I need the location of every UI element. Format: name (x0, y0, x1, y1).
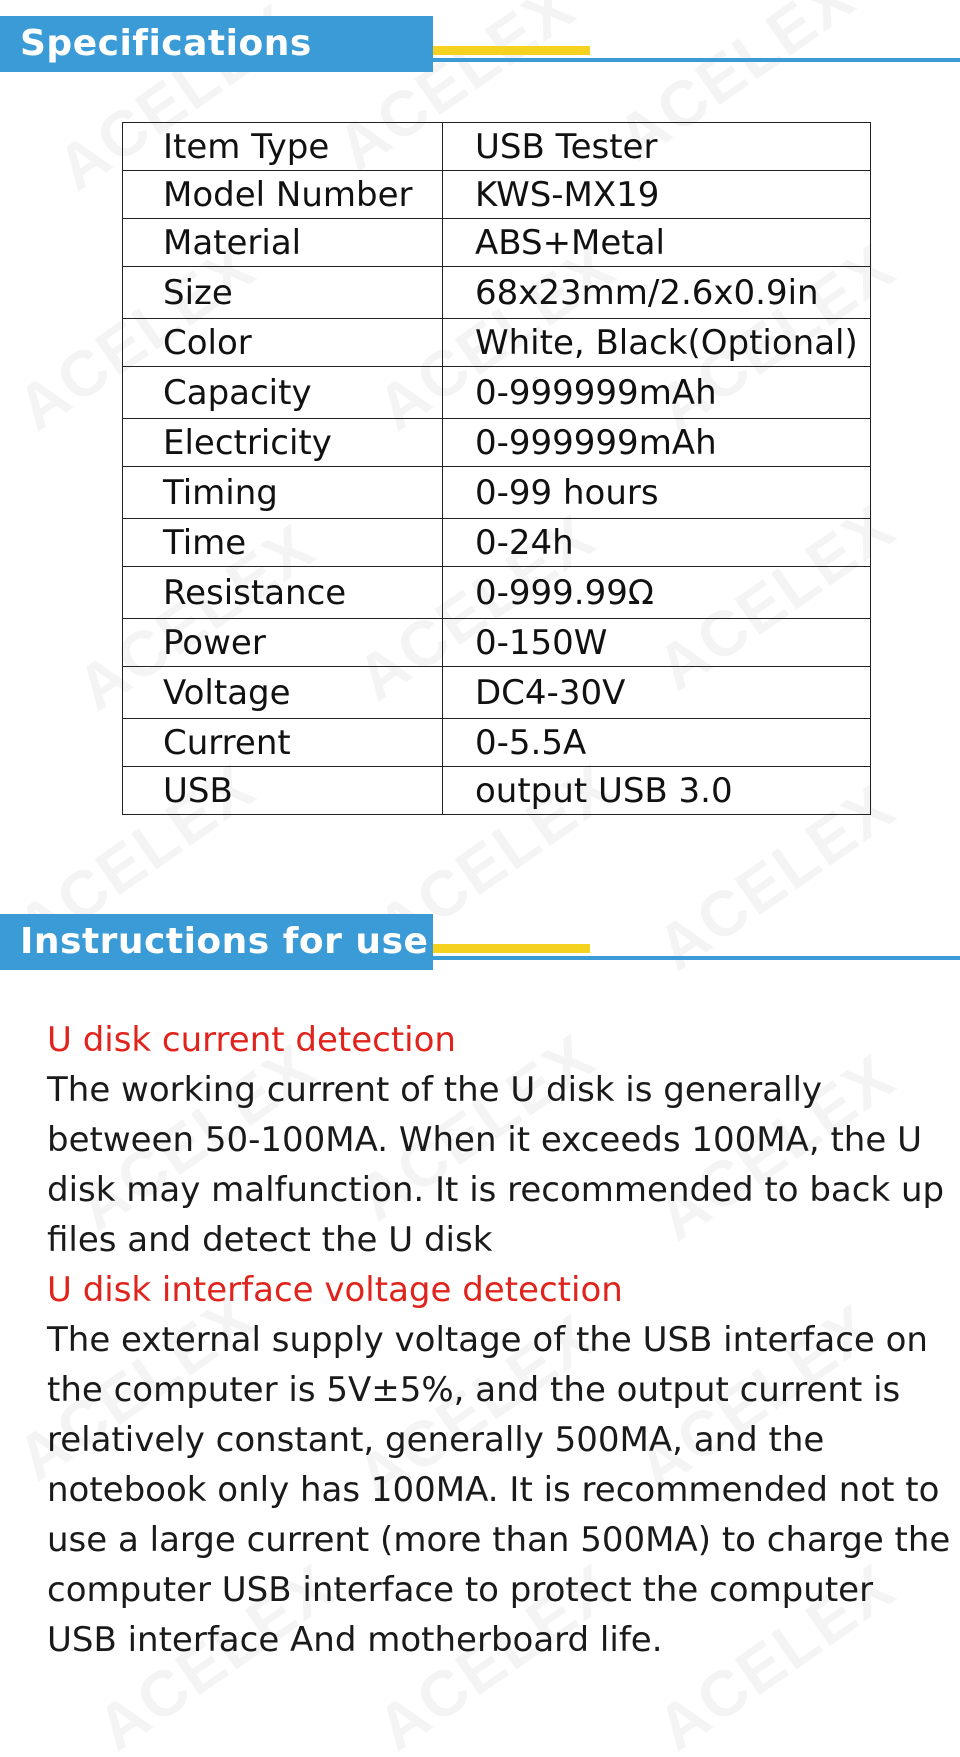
spec-label: Electricity (123, 419, 443, 467)
spec-label: Current (123, 719, 443, 767)
table-row (123, 123, 871, 171)
header-yellow-bar (433, 46, 590, 55)
spec-label: Size (123, 267, 443, 319)
instruction-heading: U disk interface voltage detection (47, 1270, 623, 1310)
spec-label: Capacity (123, 367, 443, 419)
table-row (123, 667, 871, 719)
spec-value: 0-24h (443, 519, 871, 567)
spec-value: USB Tester (443, 123, 871, 171)
spec-label: USB (123, 767, 443, 815)
spec-value: KWS-MX19 (443, 171, 871, 219)
table-row (123, 567, 871, 619)
table-row (123, 319, 871, 367)
table-row (123, 267, 871, 319)
instructions-title: Instructions for use (0, 914, 433, 970)
instruction-text: The external supply voltage of the USB interface on the computer is 5V±5%, and the output current is relatively constant, generally 500MA, and the notebook only has 100MA. It is recommended not to use a large current (more than 500MA) to charge the computer USB interface to protect the computer USB interface And motherboard life. (47, 1320, 951, 1660)
specifications-table (122, 122, 871, 815)
specifications-title: Specifications (0, 16, 433, 72)
table-row (123, 419, 871, 467)
spec-label: Material (123, 219, 443, 267)
spec-label: Model Number (123, 171, 443, 219)
table-row (123, 519, 871, 567)
spec-value: 0-150W (443, 619, 871, 667)
table-row (123, 171, 871, 219)
spec-label: Color (123, 319, 443, 367)
spec-value: 0-999999mAh (443, 419, 871, 467)
table-row (123, 767, 871, 815)
spec-value: ABS+Metal (443, 219, 871, 267)
spec-label: Timing (123, 467, 443, 519)
table-row (123, 467, 871, 519)
spec-label: Resistance (123, 567, 443, 619)
spec-value: DC4-30V (443, 667, 871, 719)
spec-value: 0-5.5A (443, 719, 871, 767)
spec-value: 0-999999mAh (443, 367, 871, 419)
table-row (123, 367, 871, 419)
table-row (123, 219, 871, 267)
instructions-body (47, 1015, 952, 1665)
spec-label: Voltage (123, 667, 443, 719)
instructions-header (0, 914, 960, 972)
instruction-heading: U disk current detection (47, 1020, 456, 1060)
spec-label: Time (123, 519, 443, 567)
table-row (123, 719, 871, 767)
table-row (123, 619, 871, 667)
spec-value: White, Black(Optional) (443, 319, 871, 367)
instruction-text: The working current of the U disk is generally between 50-100MA. When it exceeds 100MA, the U disk may malfunction. It is recommended to back up files and detect the U disk (47, 1070, 945, 1260)
header-yellow-bar (433, 944, 590, 953)
spec-value: 0-99 hours (443, 467, 871, 519)
spec-value: 68x23mm/2.6x0.9in (443, 267, 871, 319)
specifications-header (0, 16, 960, 74)
header-blue-line (433, 956, 960, 960)
spec-value: output USB 3.0 (443, 767, 871, 815)
spec-value: 0-999.99Ω (443, 567, 871, 619)
spec-label: Item Type (123, 123, 443, 171)
spec-label: Power (123, 619, 443, 667)
header-blue-line (433, 58, 960, 62)
